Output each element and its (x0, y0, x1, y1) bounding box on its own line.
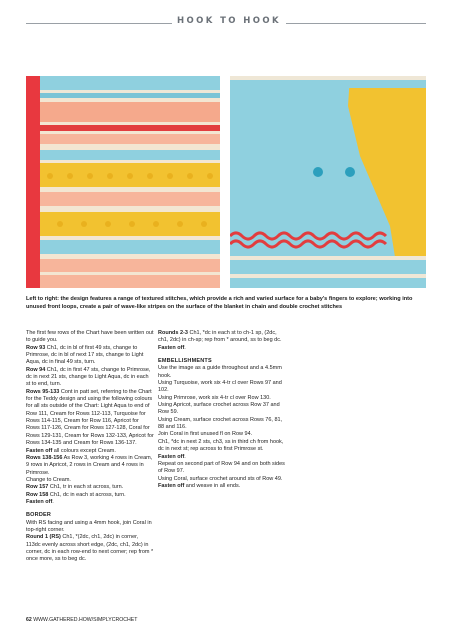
blanket-photo-left (26, 76, 220, 288)
page-footer (26, 617, 137, 623)
blanket-stripes-left (26, 76, 220, 288)
row-158-instruction: Row 158 Ch1, dc in each st across, turn. (26, 491, 126, 498)
embellishment-step: Join Coral in first unused fl on Row 94. (158, 431, 253, 438)
website-url: WWW.GATHERED.HOW/SIMPLYCROCHET (33, 617, 138, 623)
page-number: 62 (26, 617, 32, 623)
row-93-instruction: Row 93 Ch1, dc in bl of first 49 sts, change to Primrose, dc in bl of next 17 sts, change to Light Aqua, dc in final 49 sts, turn. (26, 344, 144, 366)
blanket-embellishments-right (230, 76, 426, 288)
page-header (0, 0, 452, 36)
header-rule-right (286, 23, 426, 24)
embellishment-step: Repeat on second part of Row 94 and on both sides of Row 97. (158, 460, 285, 475)
border-heading: BORDER (26, 512, 52, 519)
rows-138-156-instruction: Rows 138-156 As Row 3, working 4 rows in Cream, 9 rows in Apricot, 2 rows in Cream and 4 rows in Primrose. (26, 454, 153, 476)
photo-caption: Left to right: the design features a range of textured stitches, which provide a rich and varied surface for a baby's fingers to explore; working into unused front loops, create a pair of wave-like stripes on the surface of the blanket in chain and double crochet stitches (26, 296, 413, 310)
fasten-off-instruction: Fasten off. (158, 453, 186, 460)
embellishment-step: Ch1, *dc in next 2 sts, ch3, ss in third ch from hook, dc in next st; rep across to first Primrose st. (158, 438, 284, 453)
row-157-instruction: Row 157 Ch1, tr in each st across, turn. (26, 484, 124, 491)
section-title: HOOK TO HOOK (176, 16, 282, 26)
embellishment-step: Using Primrose, work six 4-tr cl over Row 130. (158, 394, 271, 401)
embellishment-step: Using Apricot, surface crochet across Row 37 and Row 59. (158, 402, 280, 416)
embellishment-step: Using Turquoise, work six 4-tr cl over Rows 97 and 102. (158, 380, 282, 394)
embellishments-heading: EMBELLISHMENTS (158, 358, 212, 365)
rounds-2-3-instruction: Rounds 2-3 Ch1, *dc in each st to ch-1 sp, (2dc, ch1, 2dc) in ch-sp; rep from * around, ss to beg dc. (158, 330, 282, 344)
blanket-photo-right (230, 76, 426, 288)
header-rule-left (26, 23, 172, 24)
fasten-off-instruction: Fasten off. (26, 498, 54, 505)
text-column-left (26, 330, 154, 564)
row-94-instruction: Row 94 Ch1, dc in first 47 sts, change to Primrose, dc in next 21 sts, change to Light Aqua, dc in each st to end, turn. (26, 366, 151, 388)
text-column-right (158, 330, 286, 490)
change-colour-instruction: Change to Cream. (26, 476, 71, 483)
photo-strip (26, 76, 426, 288)
rows-95-133-instruction: Rows 95-133 Cont in patt set, referring to the Chart for the Teddy design and using the following colours for all sts outside of the Chart: Light Aqua to end of Row 111, Cream for Rows 112-113, Turquoise for Rows 114-115, Cream for Row 116, Apricot for Rows 117-126, Cream for Rows 127-128, Coral for Rows 129-131, Cream for Rows 132-133, Apricot for Rows 134-135 and Cream for Rows 136-137. (26, 388, 154, 447)
embellishment-step: Use the image as a guide throughout and a 4.5mm hook. (158, 365, 282, 379)
embellishment-step: Using Cream, surface crochet across Rows 76, 81, 88 and 116. (158, 416, 283, 431)
embellishment-step: Using Coral, surface crochet around sts of Row 49. (158, 475, 283, 482)
border-intro: With RS facing and using a 4mm hook, join Coral in top-right corner. (26, 519, 152, 533)
round-1-instruction: Round 1 (RS) Ch1, *(2dc, ch1, 2dc) in corner, 113dc evenly across short edge, (2dc, ch1, 2dc) in corner, dc in each row-end to next corner; rep from * once more, ss to beg dc. (26, 534, 154, 563)
fasten-off-instruction: Fasten off and weave in all ends. (158, 482, 241, 489)
intro-paragraph: The first few rows of the Chart have been written out to guide you. (26, 330, 154, 344)
fasten-off-instruction: Fasten off. (158, 344, 186, 351)
fasten-off-instruction: Fasten off all colours except Cream. (26, 447, 116, 454)
